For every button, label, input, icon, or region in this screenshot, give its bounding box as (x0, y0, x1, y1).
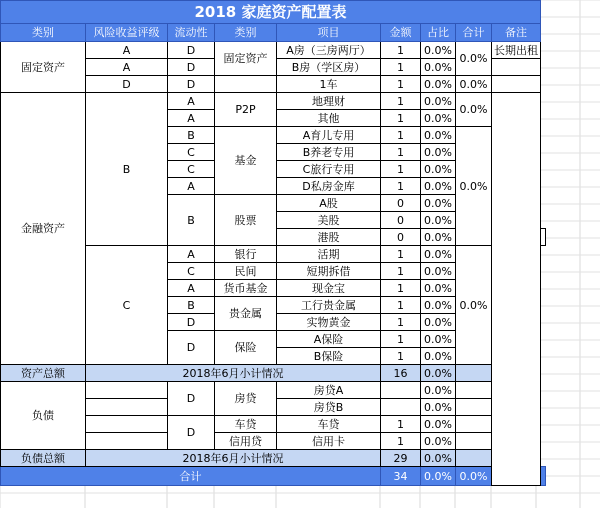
asset-total-share[interactable]: 0.0% (421, 365, 456, 382)
share-cell[interactable]: 0.0% (421, 382, 456, 399)
grand-total-label[interactable]: 合计 (1, 467, 381, 486)
amount-cell[interactable]: 1 (381, 331, 421, 348)
subcategory-credit-loan[interactable]: 信用贷 (215, 433, 277, 450)
liquidity-cell[interactable]: C (168, 263, 215, 280)
liquidity-cell[interactable]: D (168, 42, 215, 59)
grand-total-total[interactable]: 0.0% (456, 467, 492, 486)
item-cell[interactable]: 活期 (277, 246, 381, 263)
subcategory-fund[interactable]: 基金 (215, 127, 277, 195)
note-cell[interactable] (492, 76, 541, 93)
risk-cell[interactable] (86, 433, 168, 450)
amount-cell[interactable]: 0 (381, 212, 421, 229)
liquidity-cell[interactable]: A (168, 246, 215, 263)
amount-cell[interactable]: 0 (381, 195, 421, 212)
grand-total-share[interactable]: 0.0% (421, 467, 456, 486)
subcategory-cell[interactable]: 固定资产 (215, 42, 277, 76)
subcategory-mortgage[interactable]: 房贷 (215, 382, 277, 416)
header-category[interactable]: 类别 (1, 24, 86, 42)
item-cell[interactable]: D私房金库 (277, 178, 381, 195)
subcategory-car-loan[interactable]: 车贷 (215, 416, 277, 433)
amount-cell[interactable]: 1 (381, 161, 421, 178)
share-cell[interactable]: 0.0% (421, 59, 456, 76)
total-cell[interactable] (541, 229, 546, 246)
liquidity-cell[interactable]: D (168, 76, 215, 93)
header-share[interactable]: 占比 (421, 24, 456, 42)
total-cell[interactable] (456, 433, 492, 450)
amount-cell[interactable] (381, 399, 421, 416)
amount-cell[interactable]: 1 (381, 433, 421, 450)
grand-total-amount[interactable]: 34 (381, 467, 421, 486)
amount-cell[interactable]: 1 (381, 127, 421, 144)
share-cell[interactable]: 0.0% (421, 246, 456, 263)
note-column-empty[interactable] (492, 93, 541, 486)
item-cell[interactable]: A房（三房两厅） (277, 42, 381, 59)
amount-cell[interactable]: 1 (381, 42, 421, 59)
liquidity-cell[interactable]: A (168, 110, 215, 127)
liquidity-cell[interactable]: B (168, 127, 215, 144)
total-cell[interactable]: 0.0% (456, 42, 492, 76)
total-cell[interactable] (456, 365, 492, 382)
liquidity-cell[interactable]: A (168, 93, 215, 110)
header-risk-rating[interactable]: 风险收益评级 (86, 24, 168, 42)
share-cell[interactable]: 0.0% (421, 331, 456, 348)
share-cell[interactable]: 0.0% (421, 93, 456, 110)
subcategory-precious-metal[interactable]: 贵金属 (215, 297, 277, 331)
subcategory-p2p[interactable]: P2P (215, 93, 277, 127)
total-cell[interactable]: 0.0% (456, 76, 492, 93)
total-cell[interactable] (456, 399, 492, 416)
risk-c-cell[interactable]: C (86, 246, 168, 365)
share-cell[interactable]: 0.0% (421, 42, 456, 59)
subcategory-money-fund[interactable]: 货币基金 (215, 280, 277, 297)
share-cell[interactable]: 0.0% (421, 229, 456, 246)
share-cell[interactable]: 0.0% (421, 348, 456, 365)
risk-cell[interactable]: A (86, 59, 168, 76)
debt-total-amount[interactable]: 29 (381, 450, 421, 467)
amount-cell[interactable]: 1 (381, 59, 421, 76)
amount-cell[interactable]: 1 (381, 416, 421, 433)
amount-cell[interactable]: 1 (381, 76, 421, 93)
subcategory-bank[interactable]: 银行 (215, 246, 277, 263)
item-cell[interactable]: 美股 (277, 212, 381, 229)
share-cell[interactable]: 0.0% (421, 195, 456, 212)
share-cell[interactable]: 0.0% (421, 76, 456, 93)
liquidity-cell[interactable]: B (168, 297, 215, 314)
subcategory-cell[interactable] (215, 76, 277, 93)
header-amount[interactable]: 金额 (381, 24, 421, 42)
share-cell[interactable]: 0.0% (421, 144, 456, 161)
liquidity-cell[interactable]: D (168, 59, 215, 76)
amount-cell[interactable]: 1 (381, 110, 421, 127)
risk-cell[interactable]: A (86, 42, 168, 59)
liquidity-cell[interactable]: D (168, 382, 215, 416)
item-cell[interactable]: A股 (277, 195, 381, 212)
item-cell[interactable]: 实物黄金 (277, 314, 381, 331)
liquidity-cell[interactable]: A (168, 178, 215, 195)
share-cell[interactable]: 0.0% (421, 161, 456, 178)
share-cell[interactable]: 0.0% (421, 399, 456, 416)
total-cell[interactable]: 0.0% (456, 127, 492, 246)
note-cell[interactable] (492, 59, 541, 76)
item-cell[interactable]: C旅行专用 (277, 161, 381, 178)
total-cell[interactable] (456, 450, 492, 467)
amount-cell[interactable]: 1 (381, 178, 421, 195)
header-subcategory[interactable]: 类别 (215, 24, 277, 42)
debt-total-label[interactable]: 负债总额 (1, 450, 86, 467)
sheet-title[interactable]: 2018 家庭资产配置表 (1, 1, 541, 24)
item-cell[interactable]: 房贷B (277, 399, 381, 416)
item-cell[interactable]: 车贷 (277, 416, 381, 433)
liquidity-cell[interactable]: D (168, 314, 215, 331)
asset-total-amount[interactable]: 16 (381, 365, 421, 382)
amount-cell[interactable]: 1 (381, 314, 421, 331)
amount-cell[interactable]: 1 (381, 348, 421, 365)
share-cell[interactable]: 0.0% (421, 212, 456, 229)
note-cell[interactable]: 长期出租 (492, 42, 541, 59)
total-cell[interactable] (456, 382, 492, 399)
share-cell[interactable]: 0.0% (421, 297, 456, 314)
share-cell[interactable]: 0.0% (421, 178, 456, 195)
risk-cell[interactable] (86, 399, 168, 416)
debt-total-share[interactable]: 0.0% (421, 450, 456, 467)
amount-cell[interactable]: 1 (381, 280, 421, 297)
debt-category-cell[interactable]: 负债 (1, 382, 86, 450)
amount-cell[interactable]: 0 (381, 229, 421, 246)
debt-total-desc[interactable]: 2018年6月小计情况 (86, 450, 381, 467)
share-cell[interactable]: 0.0% (421, 127, 456, 144)
grand-total-note[interactable] (541, 467, 546, 486)
financial-asset-category-cell[interactable]: 金融资产 (1, 93, 86, 365)
amount-cell[interactable]: 1 (381, 144, 421, 161)
liquidity-cell[interactable]: C (168, 144, 215, 161)
item-cell[interactable]: A育儿专用 (277, 127, 381, 144)
item-cell[interactable]: B房（学区房） (277, 59, 381, 76)
amount-cell[interactable]: 1 (381, 246, 421, 263)
amount-cell[interactable]: 1 (381, 263, 421, 280)
total-cell[interactable] (456, 416, 492, 433)
item-cell[interactable]: 港股 (277, 229, 381, 246)
item-cell[interactable]: 1车 (277, 76, 381, 93)
item-cell[interactable]: 现金宝 (277, 280, 381, 297)
item-cell[interactable]: B保险 (277, 348, 381, 365)
amount-cell[interactable]: 1 (381, 297, 421, 314)
share-cell[interactable]: 0.0% (421, 314, 456, 331)
item-cell[interactable]: 短期拆借 (277, 263, 381, 280)
risk-b-cell[interactable]: B (86, 93, 168, 246)
share-cell[interactable]: 0.0% (421, 416, 456, 433)
subcategory-insurance[interactable]: 保险 (215, 331, 277, 365)
liquidity-cell[interactable]: B (168, 195, 215, 246)
risk-cell[interactable]: D (86, 76, 168, 93)
header-item[interactable]: 项目 (277, 24, 381, 42)
share-cell[interactable]: 0.0% (421, 280, 456, 297)
liquidity-cell[interactable]: D (168, 331, 215, 365)
header-liquidity[interactable]: 流动性 (168, 24, 215, 42)
item-cell[interactable]: 地理财 (277, 93, 381, 110)
share-cell[interactable]: 0.0% (421, 263, 456, 280)
item-cell[interactable]: 房贷A (277, 382, 381, 399)
amount-cell[interactable] (381, 382, 421, 399)
total-cell[interactable]: 0.0% (456, 246, 492, 365)
item-cell[interactable]: A保险 (277, 331, 381, 348)
item-cell[interactable]: 其他 (277, 110, 381, 127)
item-cell[interactable]: B养老专用 (277, 144, 381, 161)
fixed-asset-category-cell[interactable]: 固定资产 (1, 42, 86, 93)
header-total[interactable]: 合计 (456, 24, 492, 42)
liquidity-cell[interactable]: C (168, 161, 215, 178)
share-cell[interactable]: 0.0% (421, 110, 456, 127)
item-cell[interactable]: 工行贵金属 (277, 297, 381, 314)
item-cell[interactable]: 信用卡 (277, 433, 381, 450)
risk-cell[interactable] (86, 382, 168, 399)
asset-total-label[interactable]: 资产总额 (1, 365, 86, 382)
risk-cell[interactable] (86, 416, 168, 433)
header-note[interactable]: 备注 (492, 24, 541, 42)
subcategory-stock[interactable]: 股票 (215, 195, 277, 246)
liquidity-cell[interactable]: D (168, 416, 215, 450)
share-cell[interactable]: 0.0% (421, 433, 456, 450)
asset-total-desc[interactable]: 2018年6月小计情况 (86, 365, 381, 382)
amount-cell[interactable]: 1 (381, 93, 421, 110)
subcategory-private[interactable]: 民间 (215, 263, 277, 280)
liquidity-cell[interactable]: A (168, 280, 215, 297)
total-cell[interactable]: 0.0% (456, 93, 492, 127)
